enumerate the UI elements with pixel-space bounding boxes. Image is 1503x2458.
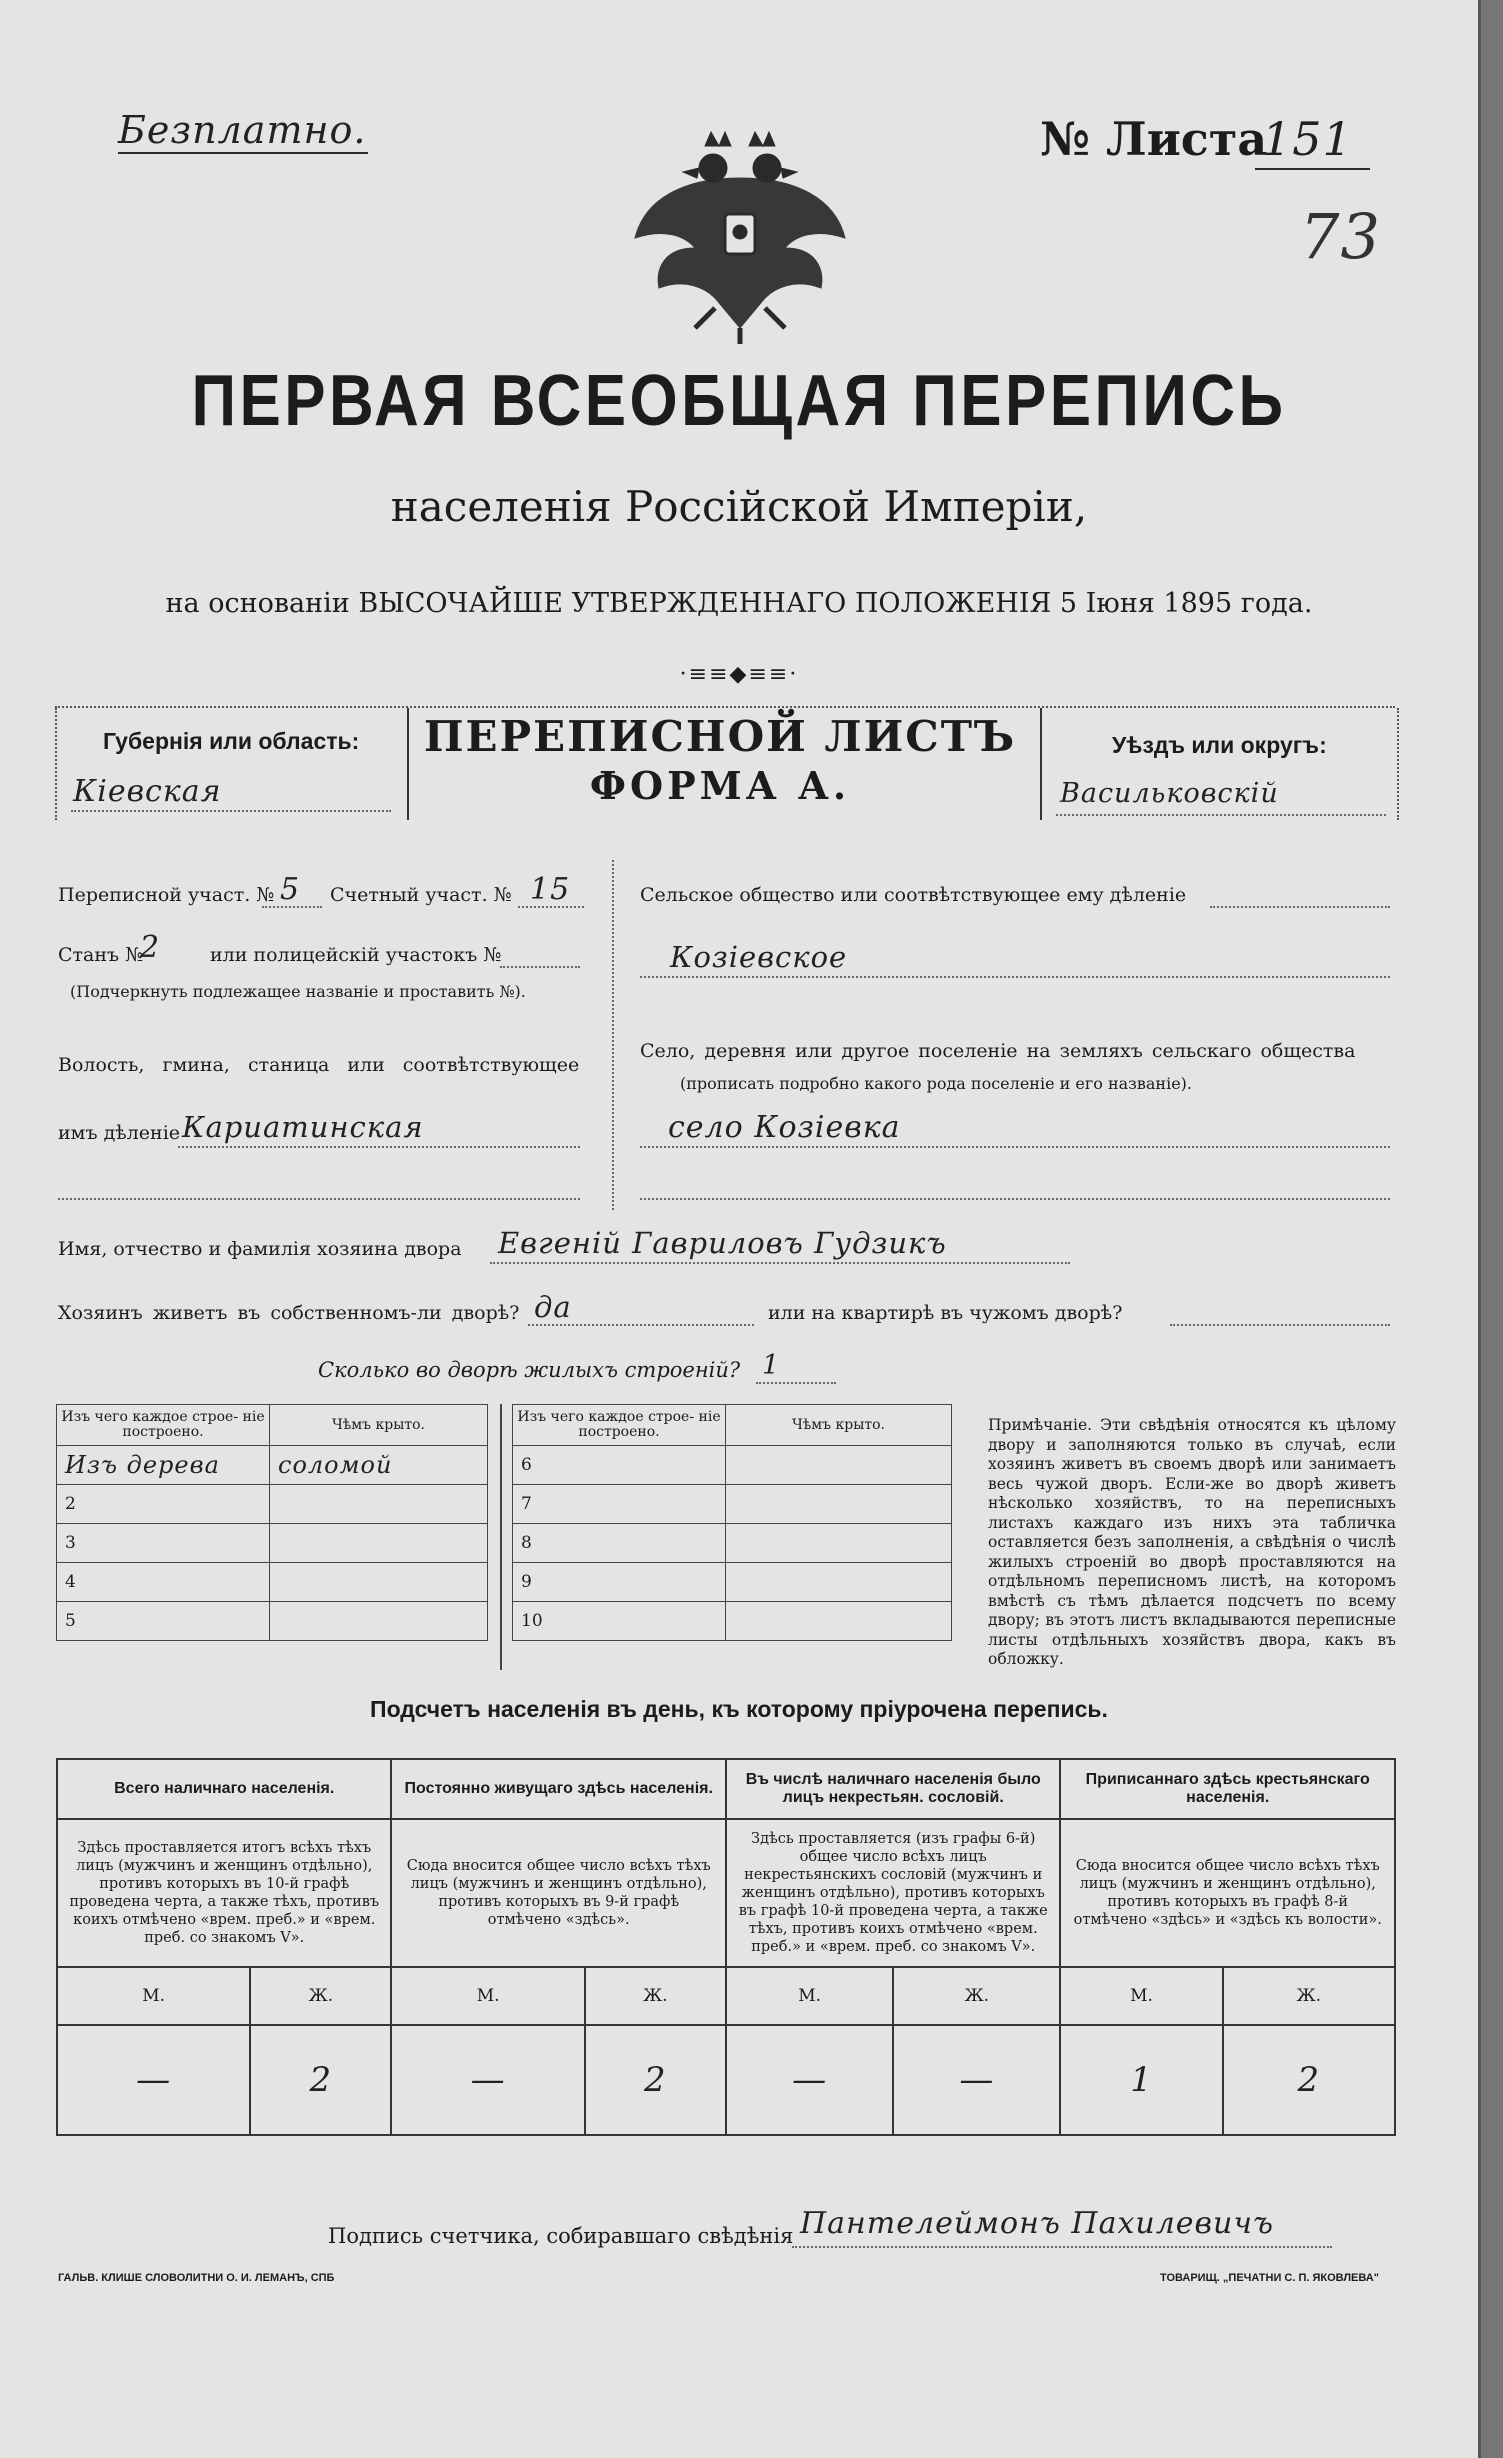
pop-col-desc: Здѣсь проставляется (изъ графы 6-й) общее число всѣхъ лицъ некрестьянскихъ сословій (мужчинъ и женщинъ отдѣльно), противъ которыхъ въ графѣ 10-й проведена черта, а также тѣхъ, противъ коихъ отмѣчено «врем. преб.» и «врем. преб. со знакомъ V».: [726, 1819, 1061, 1967]
village-value: село Козіевка: [668, 1110, 901, 1145]
census-district-label: Переписной участ. №: [58, 884, 275, 906]
col-material-header: Изъ чего каждое строе- ніе построено.: [57, 1405, 270, 1446]
count-district-value: 15: [530, 872, 571, 907]
buildings-note: Примѣчаніе. Эти свѣдѣнія относятся къ цѣлому двору и заполняются только въ случаѣ, если хозяинъ живетъ въ своемъ дворѣ или занимаетъ весь чужой дворъ. Если-же во дворѣ живетъ нѣсколько хозяйствъ, то на переписныхъ листахъ каждаго изъ нихъ эта табличка оставляется безъ заполненія, а свѣдѣнія о числѣ жилыхъ строеній во дворѣ проставляются на отдѣльномъ переписномъ листѣ, на которомъ вмѣстѣ съ тѣмъ дѣлается подсчетъ по всему двору; въ этотъ листъ вкладываются переписные листы отдѣльныхъ хозяйствъ двора, какъ въ обложку.: [988, 1416, 1396, 1668]
subtitle: населенія Россійской Имперіи,: [390, 482, 1088, 531]
volost-label-line-1: Волость, гмина, станица или соотвѣтствующее: [58, 1054, 580, 1076]
population-title: Подсчетъ населенія въ день, къ которому пріурочена перепись.: [370, 1696, 1108, 1722]
pop-female-value: 2: [1223, 2025, 1395, 2135]
pop-male-value: —: [726, 2025, 893, 2135]
male-label: М.: [391, 1967, 584, 2025]
district-box: [1040, 708, 1399, 820]
apartment-label: или на квартирѣ въ чужомъ дворѣ?: [768, 1302, 1123, 1324]
sheet-number-value-2: 73: [1300, 200, 1381, 273]
pop-male-value: —: [57, 2025, 250, 2135]
table-row: 2: [57, 1485, 488, 1524]
buildings-count-label: Сколько во дворѣ жилыхъ строеній?: [318, 1358, 741, 1382]
district-label: Уѣздъ или округъ:: [1112, 732, 1327, 758]
owner-name-value: Евгеній Гавриловъ Гудзикъ: [498, 1226, 947, 1260]
sheet-number-value: 151: [1262, 112, 1353, 166]
owner-name-label: Имя, отчество и фамилія хозяина двора: [58, 1238, 462, 1260]
title-ornament: ·≡≡◆≡≡·: [679, 662, 799, 687]
female-label: Ж.: [1223, 1967, 1395, 2025]
district-value: Васильковскій: [1060, 778, 1279, 809]
signature-label: Подпись счетчика, собиравшаго свѣдѣнія: [328, 2224, 794, 2248]
pop-col-header: Приписаннаго здѣсь крестьянскаго населенія.: [1060, 1759, 1395, 1819]
village-label: Село, деревня или другое поселеніе на земляхъ сельскаго общества: [640, 1040, 1356, 1062]
volost-value: Кариатинская: [182, 1110, 424, 1144]
province-label: Губернія или область:: [103, 728, 360, 754]
stan-note: (Подчеркнуть подлежащее названіе и проставить №).: [70, 982, 526, 1001]
pop-male-value: —: [391, 2025, 584, 2135]
pop-col-desc: Сюда вносится общее число всѣхъ тѣхъ лицъ (мужчинъ и женщинъ отдѣльно), противъ которыхъ въ графѣ 8-й отмѣчено «здѣсь» и «здѣсь къ волости».: [1060, 1819, 1395, 1967]
fields-separator: [612, 860, 614, 1210]
table-row: 5: [57, 1602, 488, 1641]
sheet-number-label: № Листа: [1040, 112, 1268, 166]
free-label: Безплатно.: [118, 108, 367, 152]
pop-col-desc: Сюда вносится общее число всѣхъ тѣхъ лицъ (мужчинъ и женщинъ отдѣльно), противъ которыхъ въ 9-й графѣ отмѣчено «здѣсь».: [391, 1819, 725, 1967]
male-label: М.: [726, 1967, 893, 2025]
table-row: 8: [513, 1524, 952, 1563]
society-value: Козіевское: [670, 940, 848, 974]
village-note: (прописать подробно какого рода поселеніе и его названіе).: [680, 1074, 1192, 1093]
pop-female-value: —: [893, 2025, 1060, 2135]
buildings-table-left: [56, 1404, 488, 1641]
pop-col-header: Постоянно живущаго здѣсь населенія.: [391, 1759, 725, 1819]
province-box: [55, 708, 409, 820]
count-district-label: Счетный участ. №: [330, 884, 512, 906]
pop-col-desc: Здѣсь проставляется итогъ всѣхъ тѣхъ лицъ (мужчинъ и женщинъ отдѣльно), противъ которыхъ въ 10-й графѣ проведена черта, а также тѣхъ, противъ коихъ отмѣчено «врем. преб.» и «врем. преб. со знакомъ V».: [57, 1819, 391, 1967]
page-edge: [1478, 0, 1503, 2458]
col-roof-header: Чѣмъ крыто.: [270, 1405, 488, 1446]
pop-col-header: Всего наличнаго населенія.: [57, 1759, 391, 1819]
sheet-number-underline: [1255, 168, 1370, 170]
free-label-underline: [118, 152, 368, 154]
table-row: [57, 1446, 488, 1485]
building-material-value: Изъ дерева: [65, 1451, 220, 1479]
buildings-count-value: 1: [762, 1350, 781, 1381]
main-title: ПЕРВАЯ ВСЕОБЩАЯ ПЕРЕПИСЬ: [191, 361, 1287, 441]
male-label: М.: [1060, 1967, 1222, 2025]
stan-value: 2: [140, 930, 161, 965]
census-district-value: 5: [280, 872, 301, 907]
footer-left: ГАЛЬВ. КЛИШЕ СЛОВОЛИТНИ О. И. ЛЕМАНЪ, СПБ: [58, 2272, 335, 2284]
female-label: Ж.: [893, 1967, 1060, 2025]
owner-lives-label: Хозяинъ живетъ въ собственномъ-ли дворѣ?: [58, 1302, 520, 1324]
table-row: 7: [513, 1485, 952, 1524]
pop-col-header: Въ числѣ наличнаго населенія было лицъ некрестьян. сословій.: [726, 1759, 1061, 1819]
signature-value: Пантелеймонъ Пахилевичъ: [800, 2206, 1274, 2241]
basis-text: на основаніи ВЫСОЧАЙШЕ УТВЕРЖДЕННАГО ПОЛОЖЕНІЯ 5 Іюня 1895 года.: [165, 588, 1313, 619]
form-name: ФОРМА А.: [589, 763, 851, 808]
volost-label-line-2: имъ дѣленіе: [58, 1122, 181, 1144]
building-roof-value: соломой: [270, 1446, 488, 1485]
footer-right: ТОВАРИЩ. „ПЕЧАТНИ С. П. ЯКОВЛЕВА": [1160, 2272, 1379, 2284]
table-row: 10: [513, 1602, 952, 1641]
table-row: 3: [57, 1524, 488, 1563]
col-material-header: Изъ чего каждое строе- ніе построено.: [513, 1405, 726, 1446]
table-row: 9: [513, 1563, 952, 1602]
pop-female-value: 2: [585, 2025, 726, 2135]
col-roof-header: Чѣмъ крыто.: [726, 1405, 952, 1446]
form-title: ПЕРЕПИСНОЙ ЛИСТЪ: [423, 712, 1017, 761]
society-label: Сельское общество или соотвѣтствующее ему дѣленіе: [640, 884, 1187, 906]
stan-label: Станъ №: [58, 944, 144, 966]
police-label: или полицейскій участокъ №: [210, 944, 502, 966]
male-label: М.: [57, 1967, 250, 2025]
buildings-table-right: [512, 1404, 952, 1641]
female-label: Ж.: [585, 1967, 726, 2025]
table-row: 4: [57, 1563, 488, 1602]
table-row: 6: [513, 1446, 952, 1485]
population-table: [56, 1758, 1396, 2136]
form-title-block: [410, 712, 1030, 808]
double-headed-eagle-emblem-icon: [625, 118, 855, 348]
owner-lives-value: да: [534, 1290, 572, 1324]
pop-female-value: 2: [250, 2025, 391, 2135]
female-label: Ж.: [250, 1967, 391, 2025]
province-value: Кіевская: [73, 774, 222, 809]
pop-male-value: 1: [1060, 2025, 1222, 2135]
